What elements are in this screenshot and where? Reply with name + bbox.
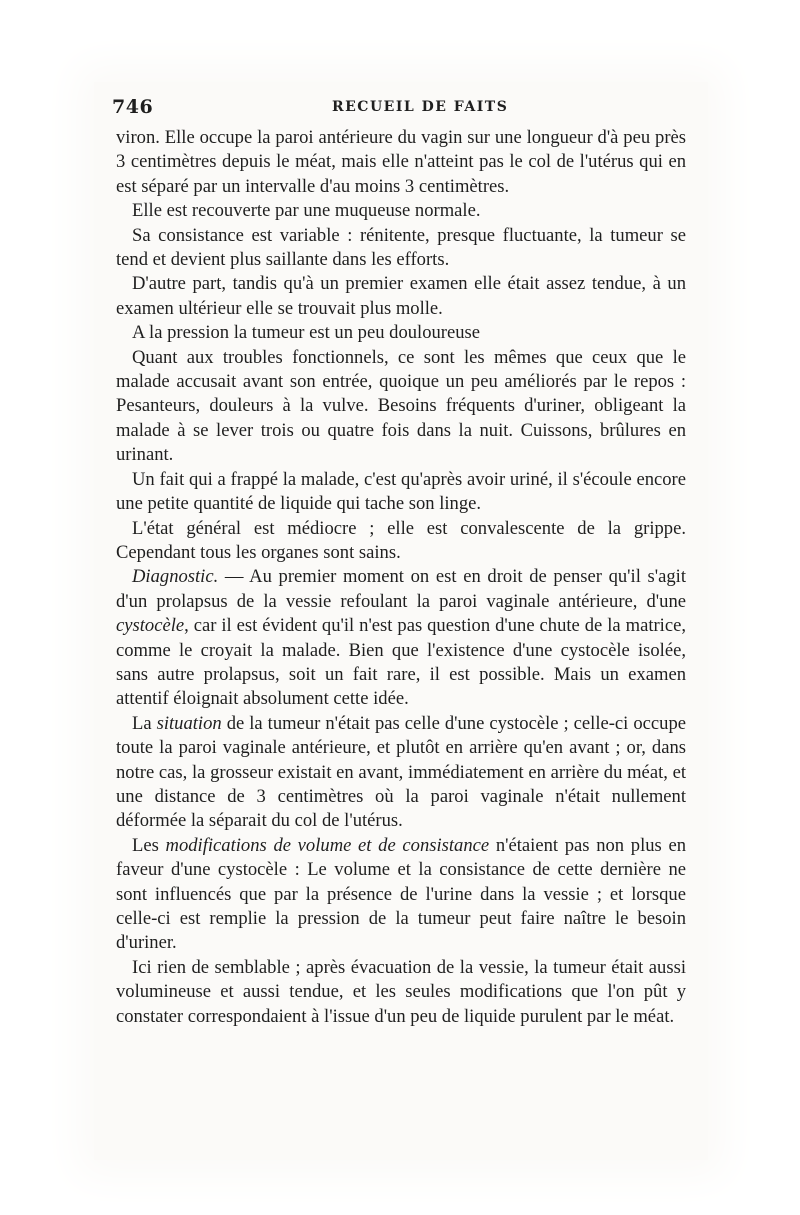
text-segment: Les: [132, 834, 166, 856]
body-text: [116, 126, 686, 1029]
text-segment: Sa consistance est variable : rénitente, presque fluctuante, la tumeur se tend et devient plus saillante dans les efforts.: [116, 224, 686, 271]
paragraph: [116, 712, 686, 834]
paragraph: [116, 517, 686, 566]
text-segment: Elle est recouverte par une muqueuse normale.: [132, 200, 481, 222]
italic-text: situation: [156, 712, 222, 734]
paragraph: [116, 224, 686, 273]
paragraph: [116, 321, 686, 345]
paragraph: [116, 126, 686, 199]
text-segment: — Au premier moment on est en droit de penser qu'il s'agit d'un prolapsus de la vessie refoulant la paroi vaginale antérieure, d'une: [116, 566, 686, 612]
italic-text: modifications de volume et de consistance: [165, 834, 490, 856]
text-segment: Quant aux troubles fonctionnels, ce sont les mêmes que ceux que le malade accusait avant son entrée, quoique un peu améliorés par le repos : Pesanteurs, douleurs à la vulve. Besoins fréquents d'uriner, obligeant la malade à se lever trois ou quatre fois dans la nuit. Cuissons, brûlures en urinant.: [116, 346, 686, 466]
text-segment: de la tumeur n'était pas celle d'une cystocèle ; celle-ci occupe toute la paroi vaginale antérieure, et plutôt en arrière qu'en avant ; or, dans notre cas, la grosseur existait en avant, immédiatement en arrière du méat, et une distance de 3 centimètres où la paroi vaginale n'était nullement déformée la séparait du col de l'utérus.: [116, 712, 686, 832]
paragraph: [116, 956, 686, 1029]
italic-text: Diagnostic.: [132, 566, 219, 588]
text-segment: viron. Elle occupe la paroi antérieure du vagin sur une longueur d'à peu près 3 centimètres depuis le méat, mais elle n'atteint pas le col de l'utérus qui en est séparé par un intervalle d'au moins 3 centimètres.: [116, 127, 686, 197]
text-segment: D'autre part, tandis qu'à un premier examen elle était assez tendue, à un examen ultérieur elle se trouvait plus molle.: [116, 273, 686, 319]
text-segment: , car il est évident qu'il n'est pas question d'une chute de la matrice, comme le croyait la malade. Bien que l'existence d'une cystocèle isolée, sans autre prolapsus, soit un fait rare, il est possible. Mais un examen attentif éloignait absolument cette idée.: [116, 615, 686, 710]
running-title: RECUEIL DE FAITS: [332, 99, 509, 115]
book-page: [94, 82, 708, 1160]
italic-text: cystocèle: [116, 615, 185, 637]
paragraph: [116, 272, 686, 321]
paragraph: [116, 468, 686, 517]
text-segment: Un fait qui a frappé la malade, c'est qu'après avoir uriné, il s'écoule encore une petite quantité de liquide qui tache son linge.: [116, 468, 686, 515]
paragraph: [116, 565, 686, 711]
page-number: 746: [112, 96, 154, 118]
paragraph: [116, 834, 686, 956]
text-segment: Ici rien de semblable ; après évacuation de la vessie, la tumeur était aussi volumineuse et aussi tendue, et les seules modifications que l'on pût y constater correspondaient à l'issue d'un peu de liquide purulent par le méat.: [116, 956, 686, 1027]
text-segment: A la pression la tumeur est un peu douloureuse: [132, 322, 481, 344]
page-header: [112, 96, 696, 126]
text-segment: La: [132, 712, 157, 734]
text-segment: n'étaient pas non plus en faveur d'une cystocèle : Le volume et la consistance de cette dernière ne sont influencés que par la présence de l'urine dans la vessie ; et lorsque celle-ci est remplie la pression de la tumeur peut faire naître le besoin d'uriner.: [116, 834, 686, 954]
text-segment: L'état général est médiocre ; elle est convalescente de la grippe. Cependant tous les organes sont sains.: [116, 517, 686, 563]
paragraph: [116, 346, 686, 468]
paragraph: [116, 199, 686, 223]
